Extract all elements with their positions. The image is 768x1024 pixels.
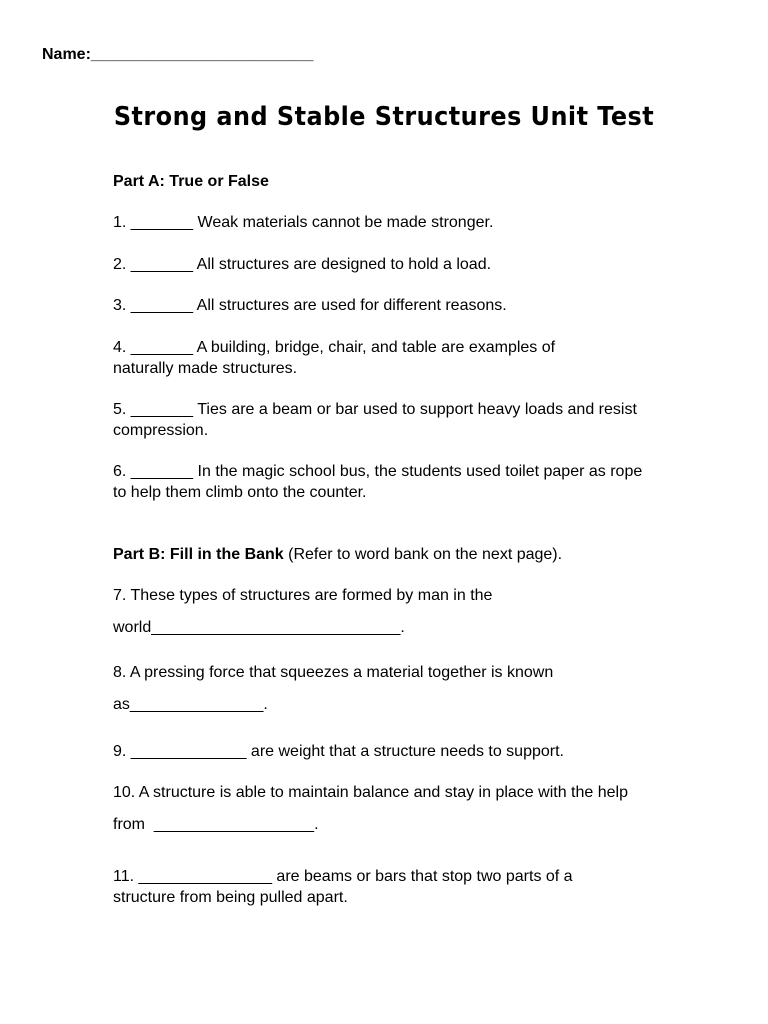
test-content	[113, 171, 673, 908]
question-6: 6. _______ In the magic school bus, the students used toilet paper as rope to help them climb onto the counter.	[113, 463, 647, 501]
part-b-heading	[113, 544, 673, 565]
question-2: 2. _______ All structures are designed to hold a load.	[113, 256, 492, 273]
question-5: 5. _______ Ties are a beam or bar used to support heavy loads and resist compression.	[113, 401, 642, 439]
part-a-heading: Part A: True or False	[113, 173, 269, 190]
question-10: 10. A structure is able to maintain balance and stay in place with the help from __________________.	[113, 784, 633, 833]
question-9: 9. _____________ are weight that a structure needs to support.	[113, 743, 564, 760]
question-1: 1. _______ Weak materials cannot be made stronger.	[113, 214, 494, 231]
part-b-heading-note: (Refer to word bank on the next page).	[283, 546, 563, 563]
part-b-heading-bold: Part B: Fill in the Bank	[113, 546, 284, 563]
question-4: 4. _______ A building, bridge, chair, and table are examples of naturally made structures.	[113, 339, 560, 377]
question-11: 11. _______________ are beams or bars that stop two parts of a structure from being pulled apart.	[113, 868, 578, 906]
question-8: 8. A pressing force that squeezes a material together is known as_______________.	[113, 664, 558, 713]
name-field-line: Name:_________________________	[42, 46, 314, 63]
question-7: 7. These types of structures are formed by man in the world____________________________.	[113, 587, 497, 636]
page-title: Strong and Stable Structures Unit Test	[113, 102, 655, 132]
question-3: 3. _______ All structures are used for different reasons.	[113, 297, 507, 314]
